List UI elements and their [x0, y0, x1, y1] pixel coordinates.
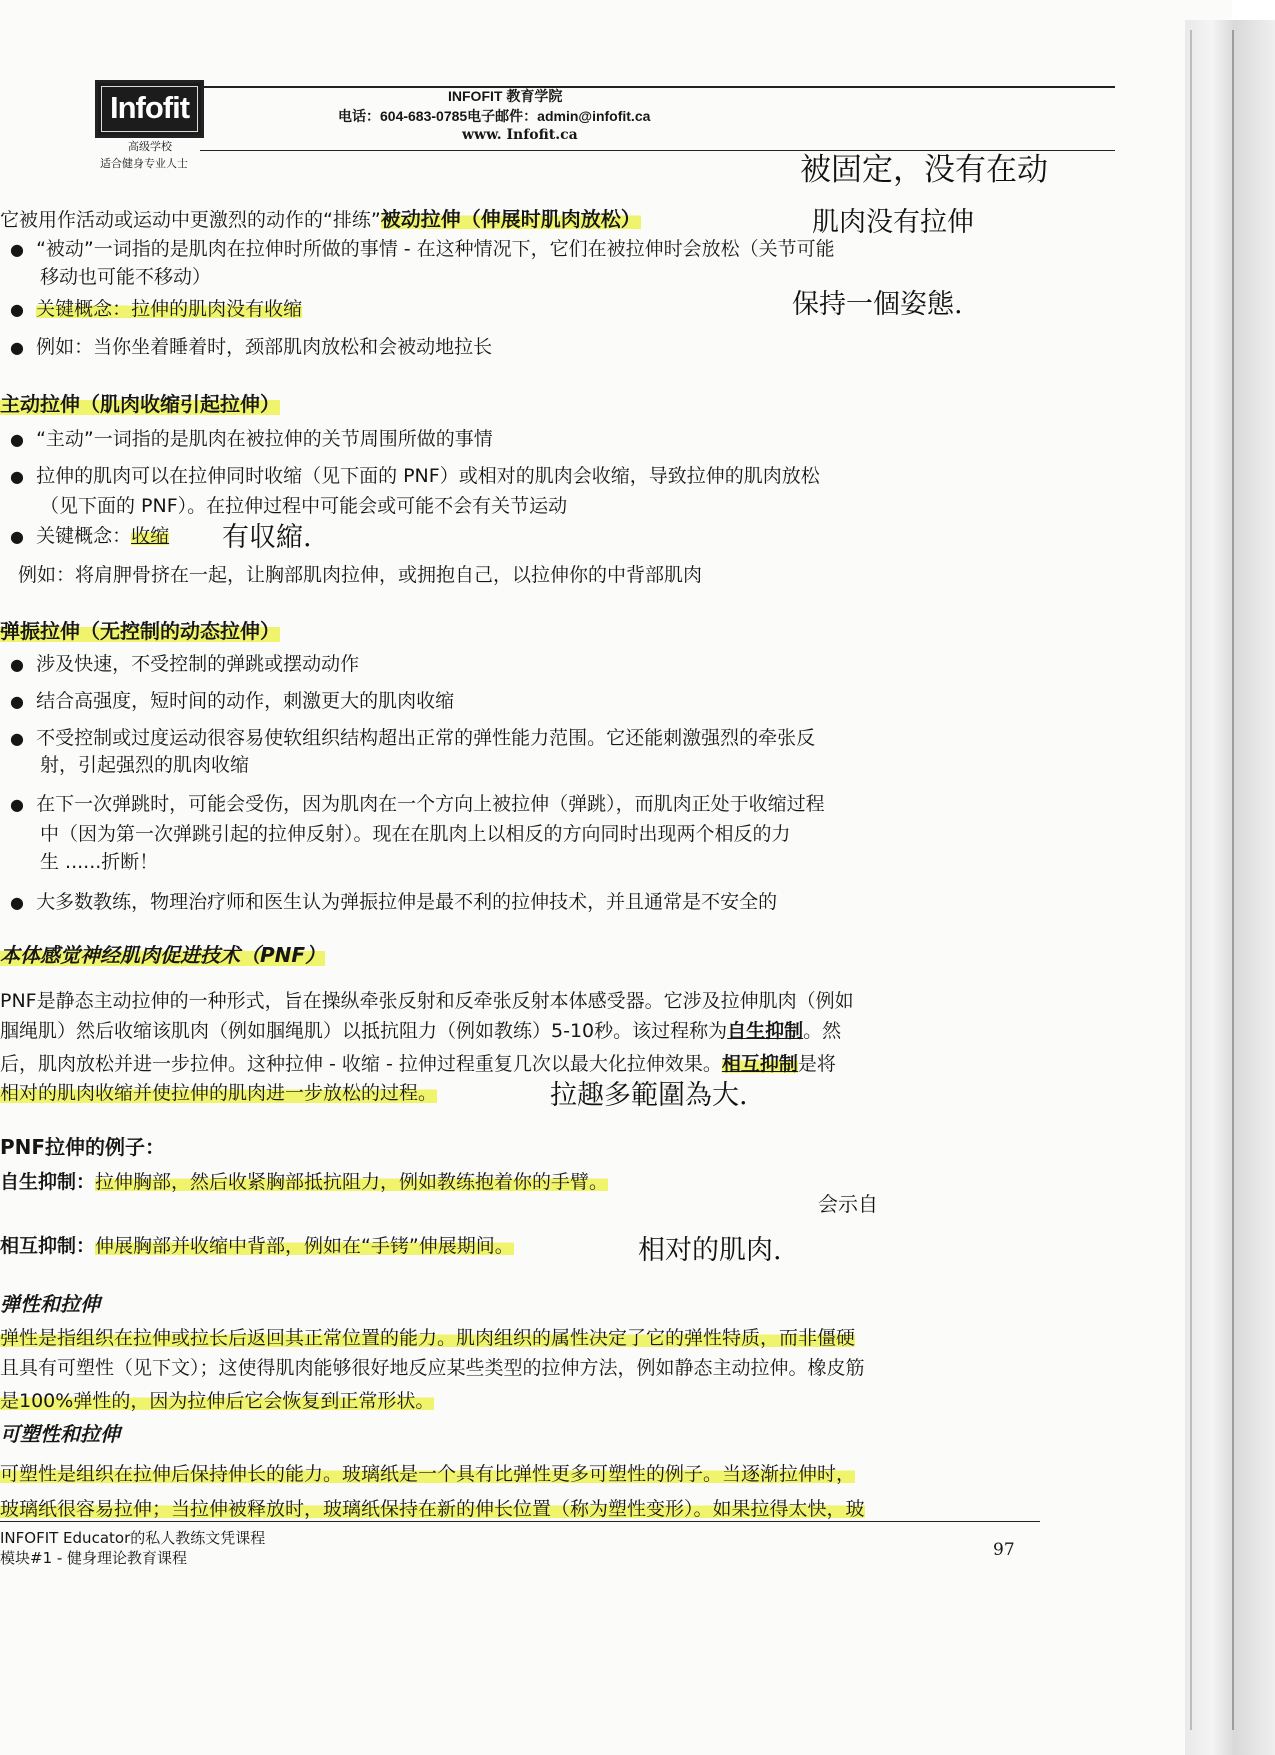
bullet-continuation: 生 ......折断！: [40, 851, 159, 873]
section-heading: 弹振拉伸（无控制的动态拉伸）: [0, 619, 280, 643]
handwritten-note: 保持一個姿態.: [792, 289, 963, 320]
elasticity-line: 弹性是指组织在拉伸或拉长后返回其正常位置的能力。肌肉组织的属性决定了它的弹性特质，而非僵硬: [0, 1327, 856, 1349]
bullet-item: ● 关键概念：拉伸的肌肉没有收缩: [10, 298, 303, 320]
bullet-item: ● 拉伸的肌肉可以在拉伸同时收缩（见下面的 PNF）或相对的肌肉会收缩，导致拉伸的肌肉放松: [10, 465, 820, 487]
footer-rule: [0, 1521, 1040, 1522]
bullet-continuation: 中（因为第一次弹跳引起的拉伸反射）。现在在肌肉上以相反的方向同时出现两个相反的力: [40, 823, 791, 845]
section-heading: 可塑性和拉伸: [0, 1422, 120, 1446]
subheading: PNF拉伸的例子：: [0, 1135, 166, 1159]
org-name: INFOFIT 教育学院: [448, 88, 563, 104]
elasticity-line: 是100%弹性的，因为拉伸后它会恢复到正常形状。: [0, 1390, 435, 1412]
page-edge-line: [1190, 30, 1192, 1730]
handwritten-note: 肌肉没有拉伸: [812, 207, 974, 238]
plasticity-line: 玻璃纸很容易拉伸；当拉伸被释放时，玻璃纸保持在新的伸长位置（称为塑性变形）。如果拉得太快，玻: [0, 1498, 865, 1520]
bullet-continuation: 射，引起强烈的肌肉收缩: [40, 754, 250, 776]
footer-module: 模块#1 - 健身理论教育课程: [0, 1549, 188, 1567]
infofit-logo: Infofit: [95, 80, 204, 138]
page-number: 97: [993, 1540, 1015, 1560]
bullet-item: ● 关键概念：收缩: [10, 525, 170, 547]
bullet-item: ● 在下一次弹跳时，可能会受伤，因为肌肉在一个方向上被拉伸（弹跳），而肌肉正处于收缩过程: [10, 793, 825, 815]
bullet-continuation: （见下面的 PNF）。在拉伸过程中可能会或可能不会有关节运动: [40, 495, 568, 517]
section-heading: 主动拉伸（肌肉收缩引起拉伸）: [0, 392, 280, 416]
bullet-item: ● 大多数教练，物理治疗师和医生认为弹振拉伸是最不利的拉伸技术，并且通常是不安全的: [10, 891, 778, 913]
bullet-item: ● 例如：当你坐着睡着时，颈部肌肉放松和会被动地拉长: [10, 336, 493, 358]
footer-course: INFOFIT Educator的私人教练文凭课程: [0, 1529, 266, 1547]
example-line: 自生抑制：拉伸胸部，然后收紧胸部抵抗阻力，例如教练抱着你的手臂。: [0, 1171, 609, 1193]
website: www. Infofit.ca: [462, 127, 578, 143]
page-edge-line: [1232, 30, 1234, 1730]
school-line-2: 适合健身专业人士: [100, 157, 188, 170]
pnf-paragraph-line: 后，肌肉放松并进一步拉伸。这种拉伸 - 收缩 - 拉伸过程重复几次以最大化拉伸效果。相互抑制是将: [0, 1053, 836, 1075]
bullet-item: ● “主动”一词指的是肌肉在被拉伸的关节周围所做的事情: [10, 428, 493, 450]
example-line: 相互抑制：伸展胸部并收缩中背部，例如在“手铐”伸展期间。: [0, 1235, 514, 1257]
elasticity-line: 且具有可塑性（见下文）；这使得肌肉能够很好地反应某些类型的拉伸方法，例如静态主动拉伸。橡皮筋: [0, 1357, 865, 1379]
pnf-paragraph-line: 腘绳肌）然后收缩该肌肉（例如腘绳肌）以抵抗阻力（例如教练）5-10秒。该过程称为自生抑制。然: [0, 1020, 842, 1042]
bullet-item: ● “被动”一词指的是肌肉在拉伸时所做的事情 - 在这种情况下，它们在被拉伸时会放松（关节可能: [10, 238, 835, 260]
bullet-continuation: 移动也可能不移动）: [40, 266, 212, 288]
handwritten-note: 会示自: [818, 1192, 878, 1216]
handwritten-note: 有収縮.: [222, 522, 312, 553]
pnf-paragraph-line: 相对的肌肉收缩并使拉伸的肌肉进一步放松的过程。: [0, 1082, 438, 1104]
pnf-paragraph-line: PNF是静态主动拉伸的一种形式，旨在操纵牵张反射和反牵张反射本体感受器。它涉及拉伸肌肉（例如: [0, 990, 854, 1012]
section-heading: 本体感觉神经肌肉促进技术（PNF）: [0, 943, 326, 967]
handwritten-note: 被固定，没有在动: [800, 152, 1048, 188]
passive-intro: 它被用作活动或运动中更激烈的动作的“排练”被动拉伸（伸展时肌肉放松）: [0, 207, 641, 231]
section-heading: 弹性和拉伸: [0, 1292, 100, 1316]
school-line-1: 高级学校: [128, 140, 172, 153]
contact-line: 电话：604-683-0785电子邮件：admin@infofit.ca: [338, 108, 651, 124]
handwritten-note: 拉趣多範圍為大.: [550, 1080, 748, 1111]
bullet-item: ● 涉及快速，不受控制的弹跳或摆动动作: [10, 653, 360, 675]
plasticity-line: 可塑性是组织在拉伸后保持伸长的能力。玻璃纸是一个具有比弹性更多可塑性的例子。当逐渐拉伸时，: [0, 1463, 856, 1485]
bullet-item: ● 结合高强度，短时间的动作，刺激更大的肌肉收缩: [10, 690, 455, 712]
handwritten-note: 相对的肌肉.: [638, 1235, 782, 1266]
header-rule: [200, 86, 1115, 88]
page-stack-edge: [1185, 20, 1275, 1755]
bullet-item: ● 不受控制或过度运动很容易使软组织结构超出正常的弹性能力范围。它还能刺激强烈的牵张反: [10, 727, 816, 749]
example-line: 例如：将肩胛骨挤在一起，让胸部肌肉拉伸，或拥抱自己，以拉伸你的中背部肌肉: [18, 564, 703, 586]
